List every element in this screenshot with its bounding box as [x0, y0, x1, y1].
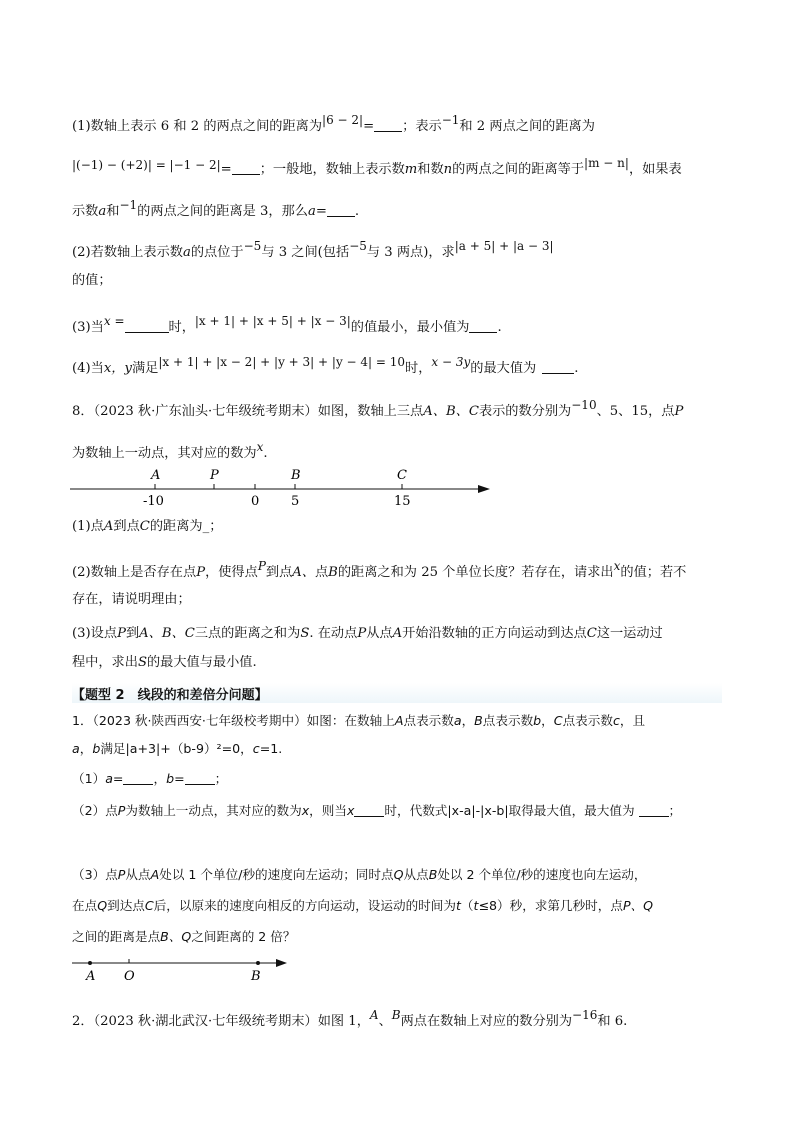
answer-blank[interactable] — [125, 320, 169, 333]
tick-label-15: 15 — [394, 494, 411, 509]
point-A-dot — [88, 961, 92, 965]
section-header-title: 【题型 2 线段的和差倍分问题】 — [72, 688, 268, 703]
axis-arrow — [478, 485, 490, 493]
point-label-B: B — [251, 969, 261, 984]
q8-line2: 为数轴上一动点，其对应的数为x. — [72, 440, 268, 461]
tick-label-5: 5 — [291, 494, 300, 509]
q8-number-line — [66, 460, 496, 510]
answer-blank[interactable] — [354, 804, 384, 817]
q7-part2-line2: 的值； — [72, 273, 112, 288]
math-abs-neg1-plus2: |(−1) − (+2)| = |−1 − 2| — [72, 158, 221, 172]
math-neg5: −5 — [349, 239, 367, 253]
q7-part3: (3)当x = 时，|x + 1| + |x + 5| + |x − 3|的值最小，最小值为 . — [72, 314, 502, 335]
answer-blank[interactable] — [327, 204, 355, 217]
answer-blank[interactable] — [374, 119, 402, 132]
s2q1-part3-line2: 在点Q到达点C后，以原来的速度向相反的方向运动，设运动的时间为t（t≤8）秒，求第几秒时，点P、Q — [72, 898, 654, 913]
q8-sub1: (1)点A到点C的距离为_； — [72, 519, 223, 534]
q7-part1-line3: 示数a和−1的两点之间的距离是 3，那么a= . — [72, 198, 360, 219]
s2q1-number-line — [66, 952, 296, 984]
q8-sub2-line1: (2)数轴上是否存在点P，使得点P到点A、点B的距离之和为 25 个单位长度？若存在，请求出x的值；若不 — [72, 559, 687, 580]
answer-blank[interactable] — [542, 361, 574, 374]
q7-part4: (4)当x，y满足|x + 1| + |x − 2| + |y + 3| + |y − 4| = 10时，x − 3y的最大值为 . — [72, 355, 579, 376]
point-label-A: A — [151, 468, 161, 483]
point-B-dot — [256, 961, 260, 965]
tick-label-0: 0 — [251, 494, 260, 509]
math-abs-condition: |x + 1| + |x − 2| + |y + 3| + |y − 4| = 10 — [158, 355, 406, 369]
point-label-P: P — [210, 468, 219, 483]
s2q1-part1: （1）a= ，b= ； — [72, 771, 228, 786]
s2q1-line1: 1．（2023 秋·陕西西安·七年级校考期中）如图：在数轴上A点表示数a，B点表示数b，C点表示数c，且 — [72, 713, 646, 728]
point-label-O: O — [124, 969, 135, 984]
q8-sub2-line2: 存在，请说明理由； — [72, 592, 191, 607]
math-neg1: −1 — [119, 198, 138, 212]
s2q2-line1: 2．（2023 秋·湖北武汉·七年级统考期末）如图 1，A、B两点在数轴上对应的数分别为−16和 6. — [72, 1008, 628, 1029]
answer-blank[interactable] — [232, 162, 260, 175]
s2q1-line2: a，b满足|a+3|+（b-9）²=0，c=1. — [72, 741, 283, 756]
s2q1-part2: （2）点P为数轴上一动点，其对应的数为x，则当x 时，代数式|x-a|-|x-b|取得最大值，最大值为 ； — [72, 803, 682, 818]
math-abs-6-2: |6 − 2| — [322, 113, 364, 127]
tick-label-neg10: -10 — [143, 494, 164, 509]
math-x-minus-3y: x − 3y — [431, 355, 471, 369]
math-neg16: −16 — [572, 1008, 598, 1022]
math-x-eq: x = — [103, 314, 125, 328]
q8-sub3-line2: 程中，求出S的最大值与最小值. — [72, 655, 257, 670]
answer-blank[interactable] — [469, 320, 497, 333]
s2q1-part3-line3: 之间的距离是点B、Q之间距离的 2 倍？ — [72, 929, 296, 944]
answer-blank[interactable] — [123, 772, 153, 785]
axis-arrow — [276, 959, 287, 967]
point-label-B: B — [291, 468, 301, 483]
q8-sub3-line1: (3)设点P到A、B、C三点的距离之和为S. 在动点P从点A开始沿数轴的正方向运动到达点C这一运动过 — [72, 626, 663, 641]
point-label-C: C — [397, 468, 407, 483]
math-neg1: −1 — [441, 113, 460, 127]
q7-part2-line1: (2)若数轴上表示数a的点位于−5与 3 之间(包括−5与 3 两点)，求|a + 5| + |a − 3| — [72, 239, 554, 260]
s2q1-part3-line1: （3）点P从点A处以 1 个单位/秒的速度向左运动；同时点Q从点B处以 2 个单位/秒的速度也向左运动， — [72, 867, 647, 882]
q7-part1-line1: (1)数轴上表示 6 和 2 的两点之间的距离为|6 − 2|= ；表示−1和 2 两点之间的距离为 — [72, 113, 595, 134]
math-neg10: −10 — [571, 398, 597, 412]
q8-line1: 8．（2023 秋·广东汕头·七年级统考期末）如图，数轴上三点A、B、C表示的数分别为−10、5、15，点P — [72, 398, 684, 419]
math-abs-m-n: |m − n| — [584, 156, 629, 170]
math-abs-expr: |a + 5| + |a − 3| — [454, 239, 554, 253]
q7-part1-line2: |(−1) − (+2)| = |−1 − 2|= ；一般地，数轴上表示数m和数n的两点之间的距离等于|m − n|，如果表 — [72, 156, 682, 177]
math-abs-sum: |x + 1| + |x + 5| + |x − 3| — [194, 314, 351, 328]
answer-blank[interactable] — [185, 772, 215, 785]
answer-blank[interactable] — [639, 804, 669, 817]
point-label-A: A — [86, 969, 96, 984]
math-neg5: −5 — [243, 239, 262, 253]
